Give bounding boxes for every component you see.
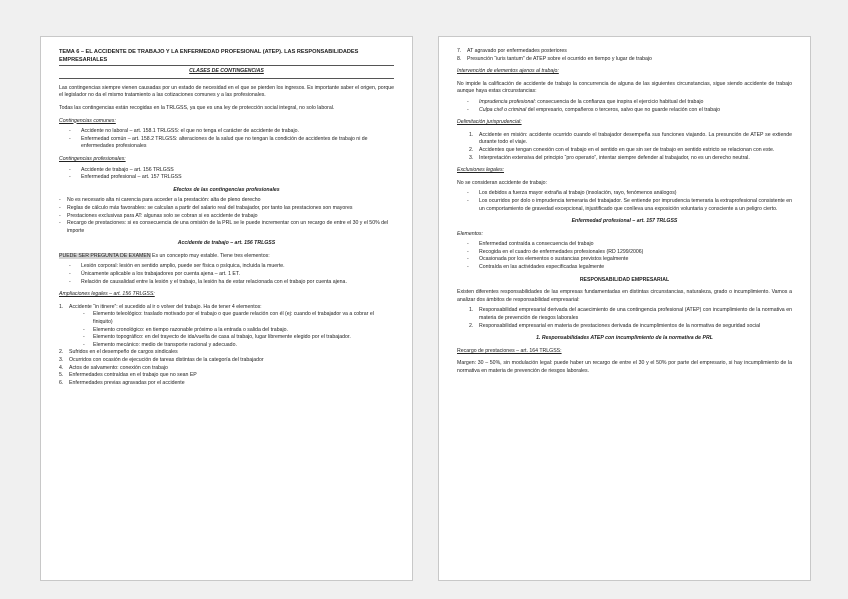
list-item: 7. AT agravado por enfermedades posteriores <box>457 48 567 54</box>
list-item: 2. Sufridos en el desempeño de cargos sindicales <box>59 349 178 356</box>
responsabilidad-text: Existen diferentes responsabilidades de las empresas fundamentadas en distintas circunstancias, naturaleza, grado o incumplimiento. Vamos a analizar dos ámbitos de responsabilidad empresarial: <box>457 289 792 303</box>
list-item: - Elemento cronológico: en tiempo razonable próximo a la entrada o salida del trabajo. <box>59 327 394 335</box>
enfermedad-heading: Enfermedad profesional – art. 157 TRLGSS <box>571 218 678 225</box>
list-item: - Ocasionada por los elementos o sustancias previstos legalmente <box>457 256 792 264</box>
comunes-list <box>59 128 394 151</box>
list-item: - Elemento mecánico: medio de transporte racional y adecuado. <box>59 342 394 350</box>
recargo-text: Margen: 30 – 50%, sin modulación legal: puede haber un recargo de entre el 30 y el 50% por parte del empresario, si hay incumplimiento de la normativa en materia de prevención de riesgos laborales. <box>457 360 792 374</box>
list-item: - Únicamente aplicable a los trabajadores por cuenta ajena – art. 1 ET. <box>59 271 394 279</box>
intro-paragraph-1: Las contingencias siempre vienen causadas por un estado de necesidad en el que se pierden los ingresos. Es importante saber el origen, porque el legislador no da el mismo tratamiento a las cotizaciones comunes y a las profesionales. <box>59 84 394 99</box>
list-item: - Recargo de prestaciones: si es consecuencia de una omisión de la PRL se le puede incrementar con un recargo de entre el 30 y el 50% del importe <box>59 220 394 235</box>
responsabilidad-list <box>457 307 792 330</box>
profesionales-list <box>59 167 394 182</box>
itinere-sublist <box>59 311 394 349</box>
continued-list <box>457 48 792 63</box>
list-item: 6. Enfermedades previas agravadas por el accidente <box>59 379 185 386</box>
intervencion-list <box>457 99 792 114</box>
list-item: - No es necesario alta ni carencia para acceder a la prestación: alta de pleno derecho <box>59 197 394 205</box>
efectos-heading: Efectos de las contingencias profesionales <box>173 186 280 193</box>
list-item: - Imprudencia profesional: consecuencia de la confianza que inspira el ejercicio habitual del trabajo <box>457 99 792 107</box>
exclusiones-heading: Exclusiones legales: <box>457 167 505 174</box>
list-item: - Enfermedad profesional – art. 157 TRLGSS <box>59 174 394 182</box>
intervencion-heading: Intervención de elementos ajenos al trabajo: <box>457 68 559 75</box>
accidente-heading: Accidente de trabajo – art. 156 TRLGSS <box>177 240 276 247</box>
list-item: - Recogida en el cuadro de enfermedades profesionales (RD 1299/2006) <box>457 249 792 257</box>
resp1-heading: 1. Responsabilidades ATEP con incumplimiento de la normativa de PRL <box>536 335 713 342</box>
pregunta-text: Es un concepto muy estable. Tiene tres elementos: <box>150 252 270 259</box>
list-item: 1. Responsabilidad empresarial derivada del acaecimiento de una contingencia profesional (ATEP) con incumplimiento de la normativa en materia de prevención de riesgos laborales <box>469 307 792 322</box>
list-item: - Enfermedad contraída a consecuencia del trabajo <box>457 241 792 249</box>
list-item: 8. Presunción “iuris tantum” de ATEP sobre el ocurrido en tiempo y lugar de trabajo <box>457 55 652 62</box>
list-item: - Reglas de cálculo más favorables: se calculan a partir del salario real del trabajador, por tanto las prestaciones son mayores <box>59 205 394 213</box>
list-item: - Relación de causalidad entre la lesión y el trabajo, la lesión ha de estar relacionada con el trabajo por cuenta ajena. <box>59 279 394 287</box>
comunes-heading: Contingencias comunes: <box>59 117 116 124</box>
list-item: - Prestaciones exclusivas para AT: algunas solo se cobran si es accidente de trabajo <box>59 213 394 221</box>
list-item: 3. Ocurridos con ocasión de ejecución de tareas distintas de la categoría del trabajador <box>59 357 264 363</box>
list-item: 2. Responsabilidad empresarial en materia de prestaciones derivada de incumplimientos de la normativa de seguridad social <box>469 322 761 329</box>
list-item: 2. Accidentes que tengan conexión con el trabajo en el sentido en que sin ser de trabajo en sentido estricto se relacionan con este. <box>469 146 775 153</box>
exclusiones-list <box>457 190 792 213</box>
section-divider <box>59 78 394 79</box>
responsabilidad-heading: RESPONSABILIDAD EMPRESARIAL <box>579 276 670 283</box>
list-item: - Elemento topográfico: en del trayecto de ida/vuelta de casa al trabajo, lugar libremente elegido por el trabajador. <box>59 334 394 342</box>
list-item: 1. Accidente en misión: accidente ocurrido cuando el trabajador desempeña sus funciones viajando. La presunción de ATEP se extiende durante todo el viaje. <box>469 131 792 146</box>
list-item: 4. Actos de salvamento: conexión con trabajo <box>59 364 168 371</box>
list-item: 5. Enfermedades contraídas en el trabajo que no sean EP <box>59 372 197 379</box>
document-title: TEMA 6 – EL ACCIDENTE DE TRABAJO Y LA ENFERMEDAD PROFESIONAL (ATEP). LAS RESPONSABILIDADES EMPRESARIALES <box>59 49 359 63</box>
list-item: - Accidente de trabajo – art. 156 TRLGSS <box>59 167 394 175</box>
clases-heading: CLASES DE CONTINGENCIAS <box>189 68 264 75</box>
ampliaciones-list <box>59 304 394 388</box>
list-item: - Accidente no laboral – art. 158.1 TRLGSS: el que no tenga el carácter de accidente de trabajo. <box>59 128 394 136</box>
delimitacion-list <box>457 132 792 162</box>
list-item: - Lesión corporal: lesión en sentido amplio, puede ser física o psíquica, incluida la muerte. <box>59 263 394 271</box>
list-item: 3. Interpretación extensiva del principio “pro operario”, intentar siempre defender al trabajador, no es un derecho neutral. <box>469 154 750 161</box>
list-item: - Culpa civil o criminal del empresario, compañeros o terceros, salvo que no guarde relación con el trabajo <box>457 107 792 115</box>
list-item: 1. Accidente “in itinere”: el sucedido al ir o volver del trabajo. Ha de tener 4 elementos: - Elemento teleológico: traslado motivado por el trabajo o que guarde relación con él (ej: cuando el trabajador va a cobrar el finiquito) - Elemento cronológico: en tiempo razonable próximo a la entrada o salida del trabajo. - Elemento topográfico: en del trayecto de ida/vuelta de casa al trabajo, lugar libremente elegido por el trabajador. - Elemento mecánico: medio de transporte racional y adecuado. <box>59 304 394 350</box>
list-item: - Contraída en las actividades especificadas legalmente <box>457 264 792 272</box>
list-item: - Enfermedad común – art. 158.2 TRLGSS: alteraciones de la salud que no tengan la condición de accidentes de trabajo ni de enfermedades profesionales <box>59 136 394 151</box>
enfermedad-list <box>457 241 792 271</box>
title-divider <box>59 65 394 66</box>
delimitacion-heading: Delimitación jurisprudencial: <box>457 119 522 126</box>
pregunta-paragraph <box>59 253 394 261</box>
list-item: - Elemento teleológico: traslado motivado por el trabajo o que guarde relación con él (ej: cuando el trabajador va a cobrar el finiquito) <box>59 311 394 326</box>
list-item: - Los debidos a fuerza mayor extraña al trabajo (insolación, rayo, fenómenos análogos) <box>457 190 792 198</box>
intro-paragraph-2: Todas las contingencias están recogidas en la TRLGSS, ya que es una ley de protección social integral, no solo laboral. <box>59 104 335 111</box>
profesionales-heading: Contingencias profesionales: <box>59 155 126 162</box>
exclusiones-text: No se consideran accidente de trabajo: <box>457 179 547 186</box>
elementos-list <box>59 263 394 286</box>
intervencion-text: No impide la calificación de accidente de trabajo la concurrencia de alguna de las siguientes circunstancias, sigue siendo accidente de trabajo aunque haya estas circunstancias: <box>457 80 792 95</box>
exam-highlight: PUEDE SER PREGUNTA DE EXAMEN <box>59 252 151 259</box>
document-page-right <box>438 36 811 581</box>
efectos-list <box>59 197 394 235</box>
recargo-heading: Recargo de prestaciones – art. 164 TRLGSS: <box>457 347 562 354</box>
list-item: - Los ocurridos por dolo o imprudencia temeraria del trabajador. Se entiende por imprudencia temeraria la extraprofesional consistente en un comportamiento de gravedad excepcional, injustificado que conlleva una exposición voluntaria y consciente a un peligro cierto. <box>457 198 792 213</box>
elementos-label: Elementos: <box>457 230 483 237</box>
ampliaciones-heading: Ampliaciones legales – art. 156 TRLGSS: <box>59 291 155 298</box>
document-page-left <box>40 36 413 581</box>
